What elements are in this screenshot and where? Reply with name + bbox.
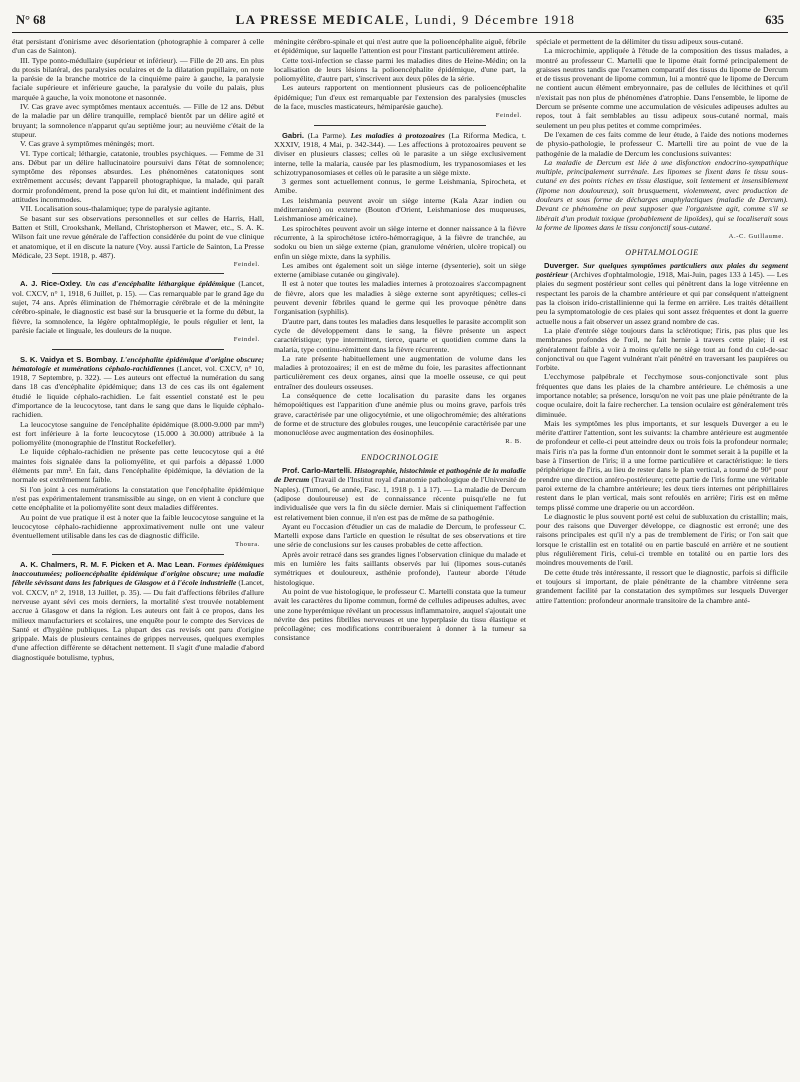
paragraph: La conséquence de cette localisation du parasite dans les organes hémopoiétiques est l'apparition d'une anémie plus ou moins grave, parfois très grave, caractérisée par une oligocytémie, et une oligochromémie; des altérations de forme et de structure des globules rouges, une leucopénie caractérisée par une mononucléose avec augmentation des éosinophiles. — [274, 390, 526, 438]
divider — [52, 554, 224, 555]
paragraph: Si l'on joint à ces numérations la constatation que l'encéphalite épidémique n'est pas expérimentalement transmissible au singe, on en vient à conclure que cette encéphalite et la poliomyélite sont deux maladies différentes. — [12, 484, 264, 513]
review-paragraph — [274, 466, 526, 522]
section-heading: OPHTALMOLOGIE — [625, 247, 699, 257]
paragraph: Après avoir retracé dans ses grandes lignes l'observation clinique du malade et mis en lumière les faits saillants observés par lui (lipomes sous-cutanés symétriques et douloureux, asthénie profonde), l'auteur aborde l'étude histologique. — [274, 549, 526, 587]
review-text: (Travail de l'Institut royal d'anatomie pathologique de l'Université de Naples). (Tumori, 6e année, Fasc. 1, 1918 p. 1 à 17). — La maladie de Dercum (adipose douloureuse) est de connaissance récente puisqu'elle ne fut individualisée que vers la fin du siècle dernier. Mais si cliniquement l'affection est relativement bien connue, il n'en est pas de même de sa pathogénie. — [274, 475, 526, 522]
review-author: S. K. Vaidya et S. Bombay. — [20, 354, 118, 364]
paragraph: Au point de vue histologique, le professeur C. Martelli constata que la tumeur avait les caractères du lipome commun, formé de cellules adipeuses adultes, avec une zone hyperémique révélant un processus inflammatoire, auquel s'ajoutait une névrite des petites fibrilles nerveuses et une hyperplasie du tissu élastique et précollagène; ces modifications contribueraient à donner à la tumeur sa consistance — [274, 586, 526, 643]
paragraph: La microchimie, appliquée à l'étude de la composition des tissus malades, a montré au professeur C. Martelli que le lipome était formé principalement de graisses neutres tandis que l'examen comparatif des tissus du lipome de Dercum et de tissus provenant de lipome commun, lui a montré que le lipome de Dercum ne contient aucun élément embryonnaire, pas de cellules de lécithines et qu'il n'existait pas non plus de phénomènes d'atrophie. Dans l'ensemble, le lipome de Dercum se présente comme une accumulation de vésicules adipeuses adultes au repos, tout à fait semblables au tissu adipeux sous-cutané normal, mais seulement un peu plus petites et comme comprimées. — [536, 46, 788, 130]
paragraph: De cette étude très intéressante, il ressort que le diagnostic, parfois si difficile et toujours si important, de plaie pénétrante de la chambre vitréenne sera grandement facilité par la constatation des symptômes sur lesquels Duverger attire l'attention: profondeur anormale transitoire de la chambre anté- — [536, 567, 788, 605]
column-3 — [536, 37, 788, 662]
signature: A.-C. Guillaume. — [728, 233, 784, 241]
paragraph: Il est à noter que toutes les maladies internes à protozoaires s'accompagnent de fièvre, alors que les maladies à siège externe sont apyrétiques; celles-ci peuvent devenir fébriles quand le germe qui les provoque pénètre dans l'organisation (syphilis). — [274, 279, 526, 317]
paragraph: Cette toxi-infection se classe parmi les maladies dites de Heine-Médin; on la localisation de leurs lésions la polioencéphalite épidémique, d'une part, la poliomyélite, d'autre part, s'inscrivent aux deux pôles de la série. — [274, 55, 526, 84]
paragraph: VII. Localisation sous-thalamique; type de paralysie agitante. — [20, 204, 211, 214]
review-text: (Lancet, vol. CXCV, n° 2, 1918, 13 Juillet, p. 35). — Du fait d'affections fébriles d'allure nerveuse ayant sévi ces mois derniers, la mortalité s'est trouvée notablement accrue à Glasgow et dans la région. Les auteurs ont fait à ce propos, dans les milieux manufacturiers et scolaires, une enquête pour le compte des Services de Santé et d'hygiène publiques. La plupart des cas revisés ont paru d'origine grippale. Mais de plusieurs centaines de grippes nerveuses, quelques exemples d'une affection différente se détachent nettement. Il s'agit d'une maladie d'abord diagnostiquée botulisme, typhus, — [12, 578, 264, 662]
paragraph: Le diagnostic le plus souvent porté est celui de subluxation du cristallin; mais, pour des raisons que Duverger développe, ce diagnostic est erroné; une des raisons principales est qu'il n'y a pas de tremblement de l'iris; or l'on sait que lorsque le cristallin est en totalité ou en partie basculé en arrière et ne soutient plus régulièrement l'iris, celui-ci tremble en totalité ou en partie lors des moindres mouvements de l'œil. — [536, 511, 788, 568]
page-number: 635 — [765, 13, 784, 27]
signature: Feindel. — [233, 261, 260, 269]
paragraph: Mais les symptômes les plus importants, et sur lesquels Duverger a eu le mérite d'attirer l'attention, sont les suivants: la chambre antérieure est augmentée de profondeur et celle-ci peut atteindre deux ou trois fois la profondeur normale; mais l'iris n'a pas la forme d'un entonnoir dont le sommet serait à la pupille et la base à l'insertion de l'iris; il a une forme particulière et caractéristique: le tiers périphérique de l'iris, au lieu de rester dans le plan vertical, a tourné de 90° pour prendre une direction antéro-postérieure; cette partie de l'iris forme une véritable paroi externe de la chambre antérieure; les deux tiers internes ont périphillaires restent dans le plan vertical, mais sont refoulés en arrière; l'iris est en même temps plissé comme une draperie ou un accordéon. — [536, 418, 788, 512]
review-title: L'encéphalite épidémique d'origine obscure; hématologie et numérations céphalo-rachidiennes — [12, 354, 264, 373]
review-text: (La Riforma Medica, t. XXXIV, 1918, 4 Mai, p. 342-344). — Les affections à protozoaires peuvent se diviser en plusieurs classes; celles où le parasite a un siège exclusivement interne, telle la malaria, causée par les plasmodium, les trypanosomiases et les schizotrypanosomiases et celles où le parasite a un siège mixte. — [274, 130, 526, 177]
issue-date: , Lundi, 9 Décembre 1918 — [405, 12, 576, 27]
review-title: Formes épidémiques inaccoutumées; polioencéphalite épidémique d'origine obscure; une maladie fébrile sévissant dans les fabriques de Glasgow et à l'école industrielle — [12, 559, 264, 588]
signature: Thoura. — [235, 541, 260, 549]
issue-number: N° 68 — [16, 13, 46, 27]
divider — [314, 125, 486, 126]
paragraph: spéciale et permettent de la délimiter du tissu adipeux sous-cutané. — [536, 37, 744, 46]
paragraph: Ayant eu l'occasion d'étudier un cas de maladie de Dercum, le professeur C. Martelli expose dans l'article en question le résultat de ses observations et tire une série de conclusions sur les causes probables de cette affection. — [274, 521, 526, 550]
review-title: Histographie, histochimie et pathogénie de la maladie de Dercum — [274, 466, 526, 485]
review-author: A. J. Rice-Oxley. — [20, 279, 82, 289]
paragraph: Les leishmania peuvent avoir un siège interne (Kala Azar indien ou méditerranéen) ou externe (Bouton d'Orient, Leishmaniose des muqueuses, Leishmaniose américaine). — [274, 195, 526, 224]
column-1 — [12, 37, 264, 662]
paragraph: D'autre part, dans toutes les maladies dans lesquelles le parasite accomplit son cycle de développement dans le sang, la fièvre présente un aspect caractéristique; type intermittent, tierce, quarte et quotidien comme dans la malaria, type continu-rémittent dans la fièvre récurrente. — [274, 316, 526, 354]
paragraph: La leucocytose sanguine de l'encéphalite épidémique (8.000-9.000 par mm³) est fort inférieure à la forte leucocytose (15.000 à 30.000) attribuée à la poliomyélite (monographie de l'Institut Rockefeller). — [12, 419, 264, 448]
paragraph: Le liquide céphalo-rachidien ne présente pas cette leucocytose qui a été maintes fois signalée dans la poliomyélite, et qui parfois a dépassé 1.000 éléments par mm³. En fait, dans l'encéphalite épidémique, la déviation de la normale est extrêmement faible. — [12, 447, 264, 485]
signature: R. B. — [505, 438, 522, 446]
paragraph: III. Type ponto-médullaire (supérieur et inférieur). — Fille de 20 ans. En plus du ptosis bilatéral, des paralysies oculaires et de la dilatation pupillaire, on note la parésie de la branche motrice de la cinquième paire à gauche, la paralysie faciale supérieure et inférieure gauche, la paralysie du voile du palais, plus marquée à gauche, la voix monotone et nasonnée. — [12, 55, 264, 102]
page-header — [12, 10, 788, 33]
review-author: A. K. Chalmers, R. M. F. Picken et A. Mac Lean. — [20, 559, 195, 569]
paragraph: 3 germes sont actuellement connus, le germe Leishmania, Spirocheta, et Amibe. — [274, 177, 526, 196]
paragraph: Les amibes ont également soit un siège interne (dysenterie), soit un siège externe (amibiase cutanée ou gingivale). — [274, 260, 526, 280]
paragraph: L'ecchymose palpébrale et l'ecchymose sous-conjonctivale sont plus fréquentes que dans les plaies de la chambre antérieure. Le chémosis a une importance notable; sa présence, lorsqu'on ne voit pas une plaie pénétrante de la coque oculaire, doit la faire rechercher. La tension oculaire est généralement très diminuée. — [536, 372, 788, 419]
review-author: Prof. Carlo-Martelli. — [282, 466, 353, 476]
journal-line — [236, 12, 576, 28]
review-text: (Lancet, vol. CXCV, n° 1, 1918, 6 Juillet, p. 15). — Cas remarquable par le grand âge du sujet, 74 ans. Après élimination de l'hémorragie cérébrale et de la méningite cérébro-spinale, le diagnostic est basé sur la brusquerie et la forme du début, la fièvre, la somnolence, la légère ophtalmoplégie, le pouls régulier et lent, la parésie faciale et linguale, les douleurs de la nuque. — [12, 279, 265, 335]
paragraph: Se basant sur ses observations personnelles et sur celles de Harris, Hall, Batten et Still, Crookshank, Melland, Christopherson et Mawer, etc., S. A. K. Wilson fait une revue générale de l'affection considérée du point de vue clinique et anatomique, et il en discute la nature (Voy. aussi l'article de Sainton, La Presse Médicale, 23 Sept. 1918, p. 487). — [12, 213, 264, 260]
text-columns — [12, 37, 788, 662]
review-paragraph — [12, 279, 264, 335]
conclusion-paragraph: La maladie de Dercum est liée à une disfonction endocrino-sympathique multiple, principalement surrénale. Les lipomes se fixent dans le tissu sous-cutané en des points riches en tissu élastique, soit lentement et insensiblement (lipome non douloureux), soit brusquement, violemment, avec production de douleurs et sous forme de décharges anaphylactiques (maladie de Dercum). Devant ce phénomène on peut supposer que l'organisme agit, comme s'il se libérait d'un produit toxique (probablement de lipoïdes), qui se localiserait sous la forme de lipomes dans le tissu conjonctif sous-cutané. — [536, 157, 788, 232]
paragraph: De l'examen de ces faits comme de leur étude, à l'aide des notions modernes de physio-pathologie, le professeur C. Martelli tire au point de vue de la pathogénie de la maladie de Dercum les conclusions suivantes: — [536, 129, 788, 158]
review-text: (Archives d'ophtalmologie, 1918, Mai-Juin, pages 133 à 145). — Les plaies du segment postérieur sont celles qui pénètrent dans la loge vitréenne en respectant les parois de la chambre antérieure et qui par conséquent n'atteignent pas la cloison irido-cristallinienne qui la ferme en arrière. Les traités détaillent peu la symptomatologie de ces plaies qui sont assez fréquentes et dont la guerre actuelle nous a fait observer un assez grand nombre de cas. — [536, 270, 788, 326]
review-author: Gabri. — [282, 130, 304, 140]
signature: Feindel. — [233, 336, 260, 344]
review-text: (Lancet, vol. CXCV, n° 10, 1918, 7 Septembre, p. 322). — Les auteurs ont effectué la numération du sang dans 18 cas d'encéphalite épidémique; dans 13 de ces cas ils ont également étudié le liquide céphalo-rachidien. Le fait essentiel constaté est le peu d'importance de la leucocytose, tant dans le sang que dans le liquide céphalo-rachidien. — [12, 363, 265, 420]
review-title: Sur quelques symptômes particuliers aux plaies du segment postérieur — [536, 260, 788, 280]
paragraph: IV. Cas grave avec symptômes mentaux accentués. — Fille de 12 ans. Début de la maladie par un délire tranquille, remplacé bientôt par un délire agité et bruyant; la somnolence n'apparut qu'au septième jour; au neuvième c'était de la stupeur. — [12, 102, 264, 139]
paragraph: Au point de vue pratique il est à noter que la faible leucocytose sanguine et la leucocytose céphalo-rachidienne approximativement nulle ont une valeur éventuellement utilisable dans les cas de diagnostic difficile. — [12, 512, 264, 541]
divider — [52, 349, 224, 350]
section-heading: ENDOCRINOLOGIE — [361, 452, 439, 462]
review-paragraph — [12, 560, 264, 662]
review-paragraph — [536, 261, 788, 326]
newspaper-page — [12, 0, 788, 1082]
review-source: (La Parme). — [307, 130, 347, 140]
paragraph: Les spirochètes peuvent avoir un siège interne et donner naissance à la fièvre récurrente, à la spirochétose ictéro-hémorragique, à la fièvre de tranchée, au sodoku ou bien un siège externe (pian, granulome vénérien, ulcère tropical) ou enfin un siège mixte, dans la syphilis. — [274, 223, 526, 261]
review-paragraph — [12, 355, 264, 420]
paragraph: La rate présente habituellement une augmentation de volume dans les maladies à protozoaires; il en est de même du foie, les parasites affectionnant particulièrement ces deux organes, ainsi que la moelle osseuse, ce qui peut entraîner des douleurs osseuses. — [274, 353, 526, 391]
paragraph: VI. Type cortical; léthargie, catatonie, troubles psychiques. — Femme de 31 ans. Début par un délire hallucinatoire poursuivi dans l'état de somnolence; symptôme des réponses absurdes. Les phénomènes catatoniques sont extrêmement accusés; devant l'appareil photographique, la malade, qui paraît dormir profondément, prend la pose qu'on lui dit, et maintient indéfiniment des attitudes incommodes. — [12, 148, 264, 205]
paragraph: V. Cas grave à symptômes méningés; mort. — [20, 139, 155, 149]
paragraph: Les auteurs rapportent on mentionnent plusieurs cas de polioencéphalite épidémique; l'un d'eux est remarquable par l'extension des paralysies (muscles de la face, muscles masticateurs, hémiparésie gauche). — [274, 83, 526, 112]
paragraph: état persistant d'onirisme avec désorientation (photographie à comparer à celle d'un cas de Sainton). — [12, 37, 264, 56]
review-author: Duverger. — [544, 260, 580, 270]
review-title: Les maladies à protozoaires — [350, 130, 445, 140]
review-paragraph — [274, 131, 526, 177]
divider — [52, 273, 224, 274]
paragraph: La plaie d'entrée siège toujours dans la sclérotique; l'iris, pas plus que les membranes profondes de l'œil, ne fait hernie à travers cette plaie; il est généralement faible à voir à moins qu'elle ne siège tout au fond du cul-de-sac conjonctival ou que l'agent vulnérant n'ait pénétré en traversant les paupières ou l'orbite. — [536, 325, 788, 373]
journal-title: LA PRESSE MEDICALE — [235, 12, 406, 27]
signature: Feindel. — [495, 112, 522, 120]
column-2 — [274, 37, 526, 662]
paragraph: méningite cérébro-spinale et qui n'est autre que la polioencéphalite aiguë, fébrile et épidémique, sur laquelle l'attention est pour l'instant particulièrement attirée. — [274, 37, 526, 56]
review-title: Un cas d'encéphalite léthargique épidémique — [85, 279, 235, 289]
